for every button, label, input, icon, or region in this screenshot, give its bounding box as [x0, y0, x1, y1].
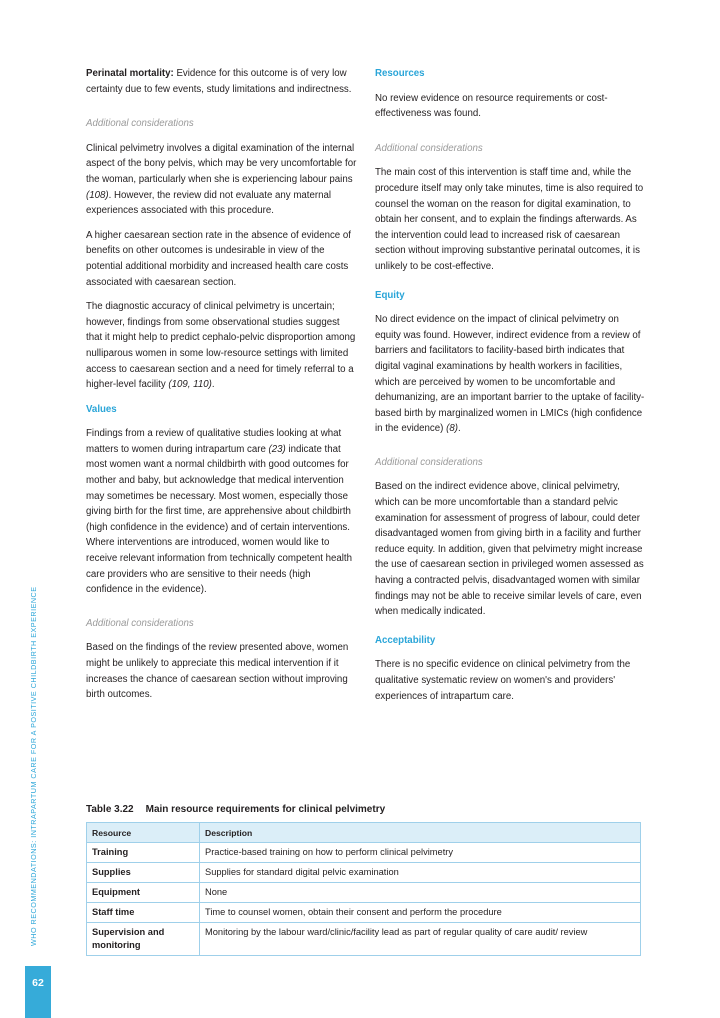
table-title [86, 804, 385, 815]
resource-cell: Supplies [87, 863, 200, 883]
additional-considerations-heading: Additional considerations [375, 456, 483, 468]
page-number: 62 [25, 966, 51, 1018]
perinatal-mortality-paragraph [86, 66, 358, 97]
acceptability-heading: Acceptability [375, 634, 436, 646]
running-title: WHO RECOMMENDATIONS: INTRAPARTUM CARE FOR A POSITIVE CHILDBIRTH EXPERIENCE [29, 586, 38, 946]
paragraph: There is no specific evidence on clinical pelvimetry from the qualitative systematic review on women's and providers' experiences of intrapartum care. [375, 659, 631, 702]
table-row [87, 883, 641, 903]
resource-cell: Staff time [87, 903, 200, 923]
equity-heading: Equity [375, 289, 405, 301]
description-cell: None [200, 883, 641, 903]
table-row [87, 843, 641, 863]
perinatal-mortality-label: Perinatal mortality: [86, 68, 174, 79]
paragraph: The main cost of this intervention is staff time and, while the procedure itself may only take minutes, time is also required to counsel the woman on the reason for digital examination, to obtain her consent, and to explain the findings afterwards. As the intervention could lead to increased risk of caesarean section without improving substantive perinatal outcomes, it is unlikely to be cost-effective. [375, 167, 644, 272]
resource-table [86, 822, 641, 956]
citation: (108) [86, 189, 109, 201]
values-heading: Values [86, 403, 117, 415]
table-row [87, 903, 641, 923]
citation: (109, 110) [168, 379, 212, 391]
citation: (23) [268, 443, 286, 455]
left-column [86, 66, 358, 712]
description-cell: Supplies for standard digital pelvic examination [200, 863, 641, 883]
table-number: Table 3.22 [86, 804, 134, 815]
citation: (8) [446, 423, 458, 435]
resource-cell: Equipment [87, 883, 200, 903]
paragraph: The diagnostic accuracy of clinical pelvimetry is uncertain; however, findings from some observational studies suggest that it might help to predict cephalo-pelvic disproportion among nulliparous women in some low-resource settings with limited access to caesarean section and a need for timely referral to a higher-level facility (109, 110). [86, 301, 356, 391]
description-cell: Monitoring by the labour ward/clinic/facility lead as part of regular quality of care audit/ review [200, 923, 641, 956]
paragraph: Based on the indirect evidence above, clinical pelvimetry, which can be more uncomfortable than a standard pelvic examination for assessment of progress of labour, could deter disadvantaged women from giving birth in a facility and further reduce equity. In addition, given that pelvimetry might increase the use of caesarean section in privileged women assessed as having a contracted pelvis, disadvantaged women with similar findings may not be able to receive similar levels of care, even when medically indicated. [375, 481, 644, 618]
paragraph: Based on the findings of the review presented above, women might be unlikely to appreciate this medical intervention if it increases the chance of caesarean section without improving birth outcomes. [86, 642, 349, 701]
table-row [87, 863, 641, 883]
paragraph: No direct evidence on the impact of clinical pelvimetry on equity was found. However, indirect evidence from a review of barriers and facilitators to facility-based birth indicates that digital vaginal examinations by health workers in facilities, which are perceived by women to be uncomfortable and dehumanizing, are an important barrier to the uptake of facility-based birth by marginalized women in LMICs (high confidence in the evidence) (8). [375, 314, 645, 435]
table-caption: Main resource requirements for clinical pelvimetry [145, 804, 386, 815]
resources-heading: Resources [375, 68, 425, 79]
additional-considerations-heading: Additional considerations [86, 118, 194, 130]
paragraph: Clinical pelvimetry involves a digital examination of the internal aspect of the bony pelvis, which may be very uncomfortable for the woman, particularly when she is experiencing labour pains (108). However, the review did not evaluate any maternal experiences associated with this procedure. [86, 142, 357, 217]
table-row [87, 923, 641, 956]
additional-considerations-heading: Additional considerations [86, 617, 194, 629]
column-header-description: Description [200, 823, 641, 843]
column-header-resource: Resource [87, 823, 200, 843]
paragraph: No review evidence on resource requirements or cost-effectiveness was found. [375, 92, 608, 120]
description-cell: Practice-based training on how to perform clinical pelvimetry [200, 843, 641, 863]
additional-considerations-heading: Additional considerations [375, 142, 483, 154]
perinatal-mortality-text: Evidence for this outcome is of very low certainty due to few events, study limitations and indirectness. [86, 68, 352, 95]
right-column [375, 66, 647, 713]
resource-cell: Supervision and monitoring [87, 923, 200, 956]
paragraph: Findings from a review of qualitative studies looking at what matters to women during intrapartum care (23) indicate that most women want a normal childbirth with good outcomes for mother and baby, but acknowledge that medical intervention may sometimes be necessary. Most women, especially those giving birth for the first time, are apprehensive about childbirth (high confidence in the evidence) and of certain interventions. Where interventions are introduced, women would like to receive relevant information from technically competent health care providers who are sensitive to their needs (high confidence in the evidence). [86, 428, 352, 596]
description-cell: Time to counsel women, obtain their consent and perform the procedure [200, 903, 641, 923]
resource-cell: Training [87, 843, 200, 863]
paragraph: A higher caesarean section rate in the absence of evidence of benefits on other outcomes is undesirable in view of the potential additional morbidity and increased health care costs associated with caesarean section. [86, 229, 351, 288]
table-header-row [87, 823, 641, 843]
